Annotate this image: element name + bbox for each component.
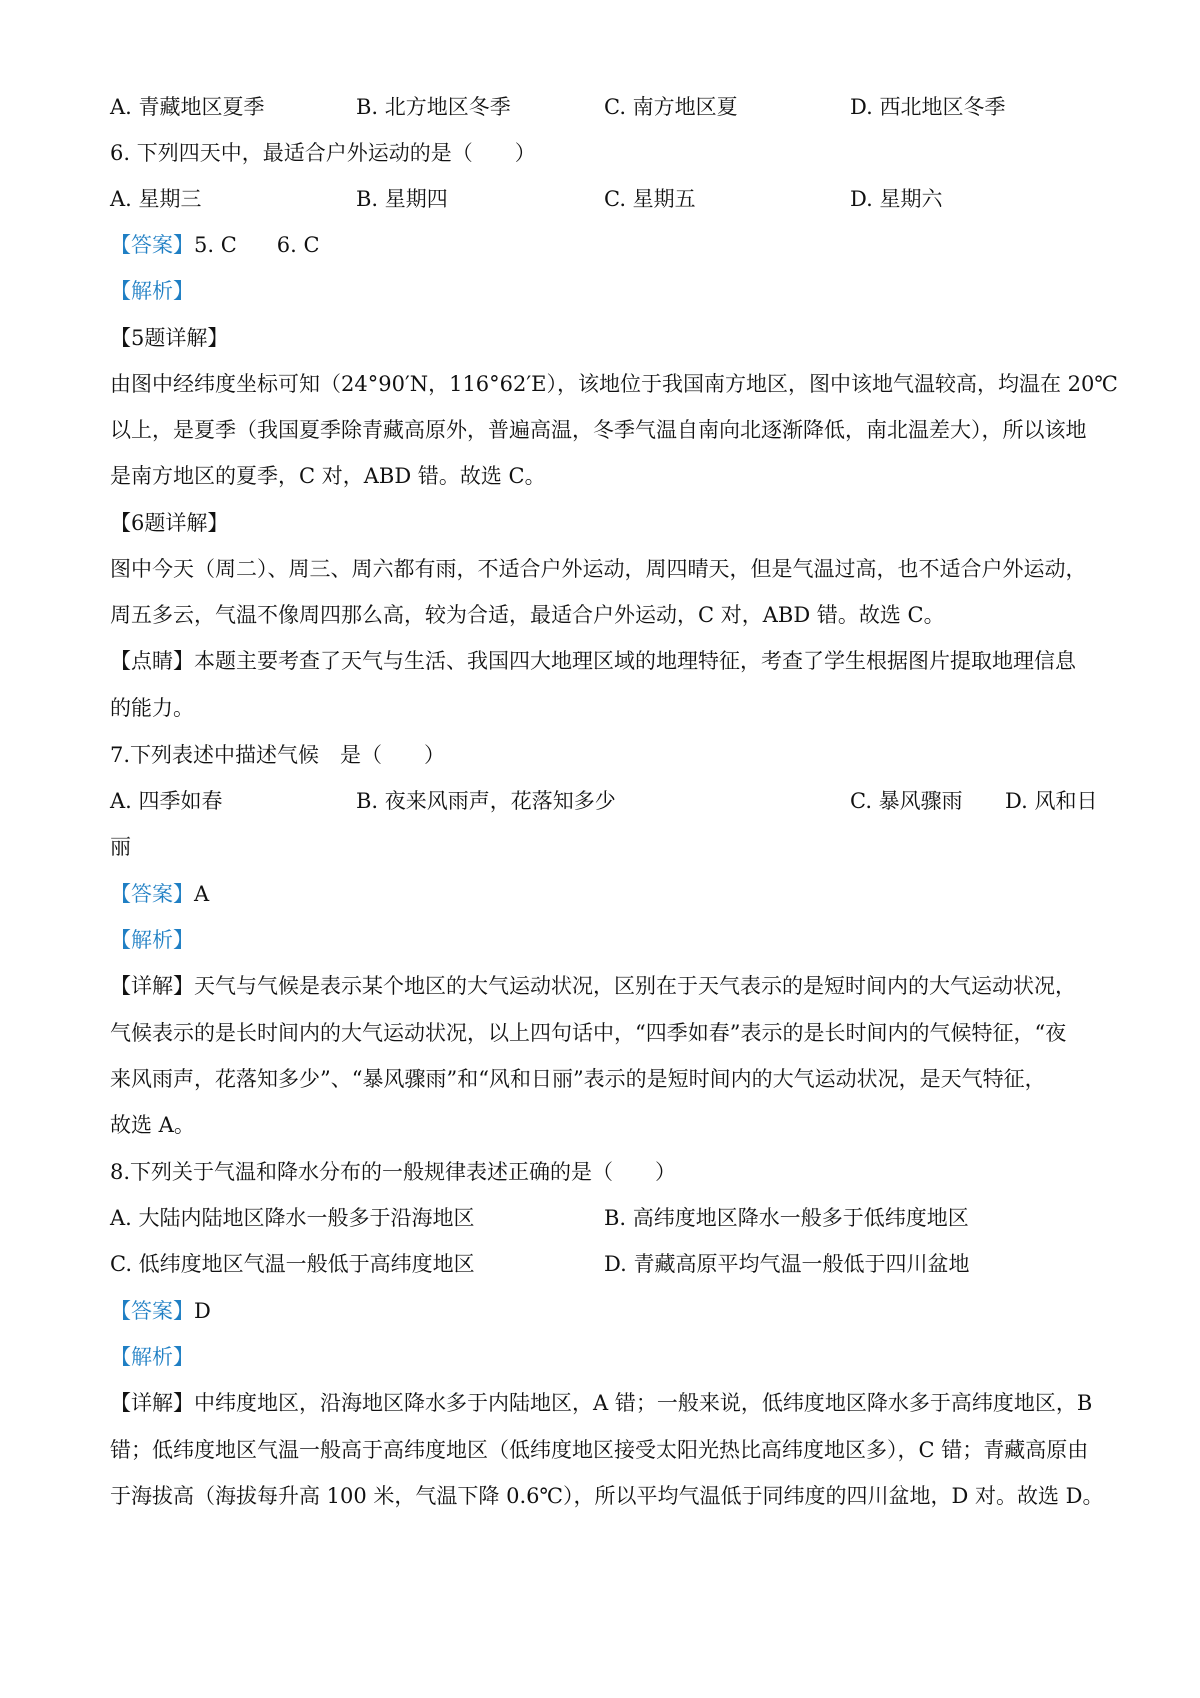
q6-question: 6. 下列四天中，最适合户外运动的是（ ） [110, 141, 536, 165]
q6-option-d: D. 星期六 [850, 187, 943, 211]
q7-detail-line: 来风雨声，花落知多少”、“暴风骤雨”和“风和日丽”表示的是短时间内的大气运动状况，是天气特征， [110, 1067, 1046, 1091]
q7-question: 7.下列表述中描述气候 是（ ） [110, 743, 446, 767]
q7-option-b: B. 夜来风雨声，花落知多少 [356, 789, 616, 813]
q5-detail-line: 是南方地区的夏季，C 对，ABD 错。故选 C。 [110, 464, 546, 488]
q5-option-d: D. 西北地区冬季 [850, 95, 1006, 119]
answer-label: 【答案】 [110, 1299, 194, 1323]
q8-answer [110, 1296, 1100, 1326]
note-line: 的能力。 [110, 696, 194, 720]
q7-answer [110, 879, 1100, 909]
q7-option-d-continuation: 丽 [110, 835, 131, 859]
q8-question: 8.下列关于气温和降水分布的一般规律表述正确的是（ ） [110, 1160, 677, 1184]
q6-option-a: A. 星期三 [110, 187, 202, 211]
q7-detail-line: 故选 A。 [110, 1113, 195, 1137]
q7-detail-line: 【详解】天气与气候是表示某个地区的大气运动状况，区别在于天气表示的是短时间内的大气运动状况， [110, 974, 1076, 998]
q8-analysis-label: 【解析】 [110, 1345, 194, 1369]
q8-answer-value: D [194, 1299, 211, 1323]
answer-label: 【答案】 [110, 882, 194, 906]
q8-option-d: D. 青藏高原平均气温一般低于四川盆地 [604, 1252, 970, 1276]
q8-option-a: A. 大陆内陆地区降水一般多于沿海地区 [110, 1206, 475, 1230]
q7-option-a: A. 四季如春 [110, 789, 223, 813]
q7-option-d: D. 风和日 [1005, 789, 1098, 813]
analysis-label-56: 【解析】 [110, 279, 194, 303]
note-line: 【点睛】本题主要考查了天气与生活、我国四大地理区域的地理特征，考查了学生根据图片提取地理信息 [110, 649, 1076, 673]
q7-answer-value: A [194, 882, 210, 906]
q8-option-b: B. 高纬度地区降水一般多于低纬度地区 [604, 1206, 969, 1230]
answer-6: 6. C [276, 233, 320, 257]
q5-detail-line: 以上，是夏季（我国夏季除青藏高原外，普遍高温，冬季气温自南向北逐渐降低，南北温差大），所以该地 [110, 418, 1087, 442]
q8-detail-line: 于海拔高（海拔每升高 100 米，气温下降 0.6℃），所以平均气温低于同纬度的四川盆地，D 对。故选 D。 [110, 1484, 1104, 1508]
q7-detail-line: 气候表示的是长时间内的大气运动状况，以上四句话中，“四季如春”表示的是长时间内的气候特征，“夜 [110, 1021, 1067, 1045]
q6-detail-line: 周五多云，气温不像周四那么高，较为合适，最适合户外运动，C 对，ABD 错。故选 C。 [110, 603, 945, 627]
q5-option-b: B. 北方地区冬季 [356, 95, 511, 119]
answer-5: 5. C [194, 233, 237, 257]
q5-option-c: C. 南方地区夏 [604, 95, 738, 119]
q8-detail-line: 错；低纬度地区气温一般高于高纬度地区（低纬度地区接受太阳光热比高纬度地区多），C 错；青藏高原由 [110, 1438, 1089, 1462]
q8-detail-line: 【详解】中纬度地区，沿海地区降水多于内陆地区，A 错；一般来说，低纬度地区降水多于高纬度地区，B [110, 1391, 1093, 1415]
answer-label: 【答案】 [110, 233, 194, 257]
q6-option-b: B. 星期四 [356, 187, 448, 211]
answer-5-6 [110, 230, 1100, 260]
q5-option-a: A. 青藏地区夏季 [110, 95, 265, 119]
q7-analysis-label: 【解析】 [110, 928, 194, 952]
q5-detail-line: 由图中经纬度坐标可知（24°90′N，116°62′E），该地位于我国南方地区，图中该地气温较高，均温在 20℃ [110, 372, 1118, 396]
q5-detail-heading: 【5题详解】 [110, 326, 229, 350]
q6-detail-heading: 【6题详解】 [110, 511, 229, 535]
q6-detail-line: 图中今天（周二）、周三、周六都有雨，不适合户外运动，周四晴天，但是气温过高，也不适合户外运动， [110, 557, 1087, 581]
q7-option-c: C. 暴风骤雨 [850, 789, 963, 813]
q6-option-c: C. 星期五 [604, 187, 696, 211]
q8-option-c: C. 低纬度地区气温一般低于高纬度地区 [110, 1252, 475, 1276]
